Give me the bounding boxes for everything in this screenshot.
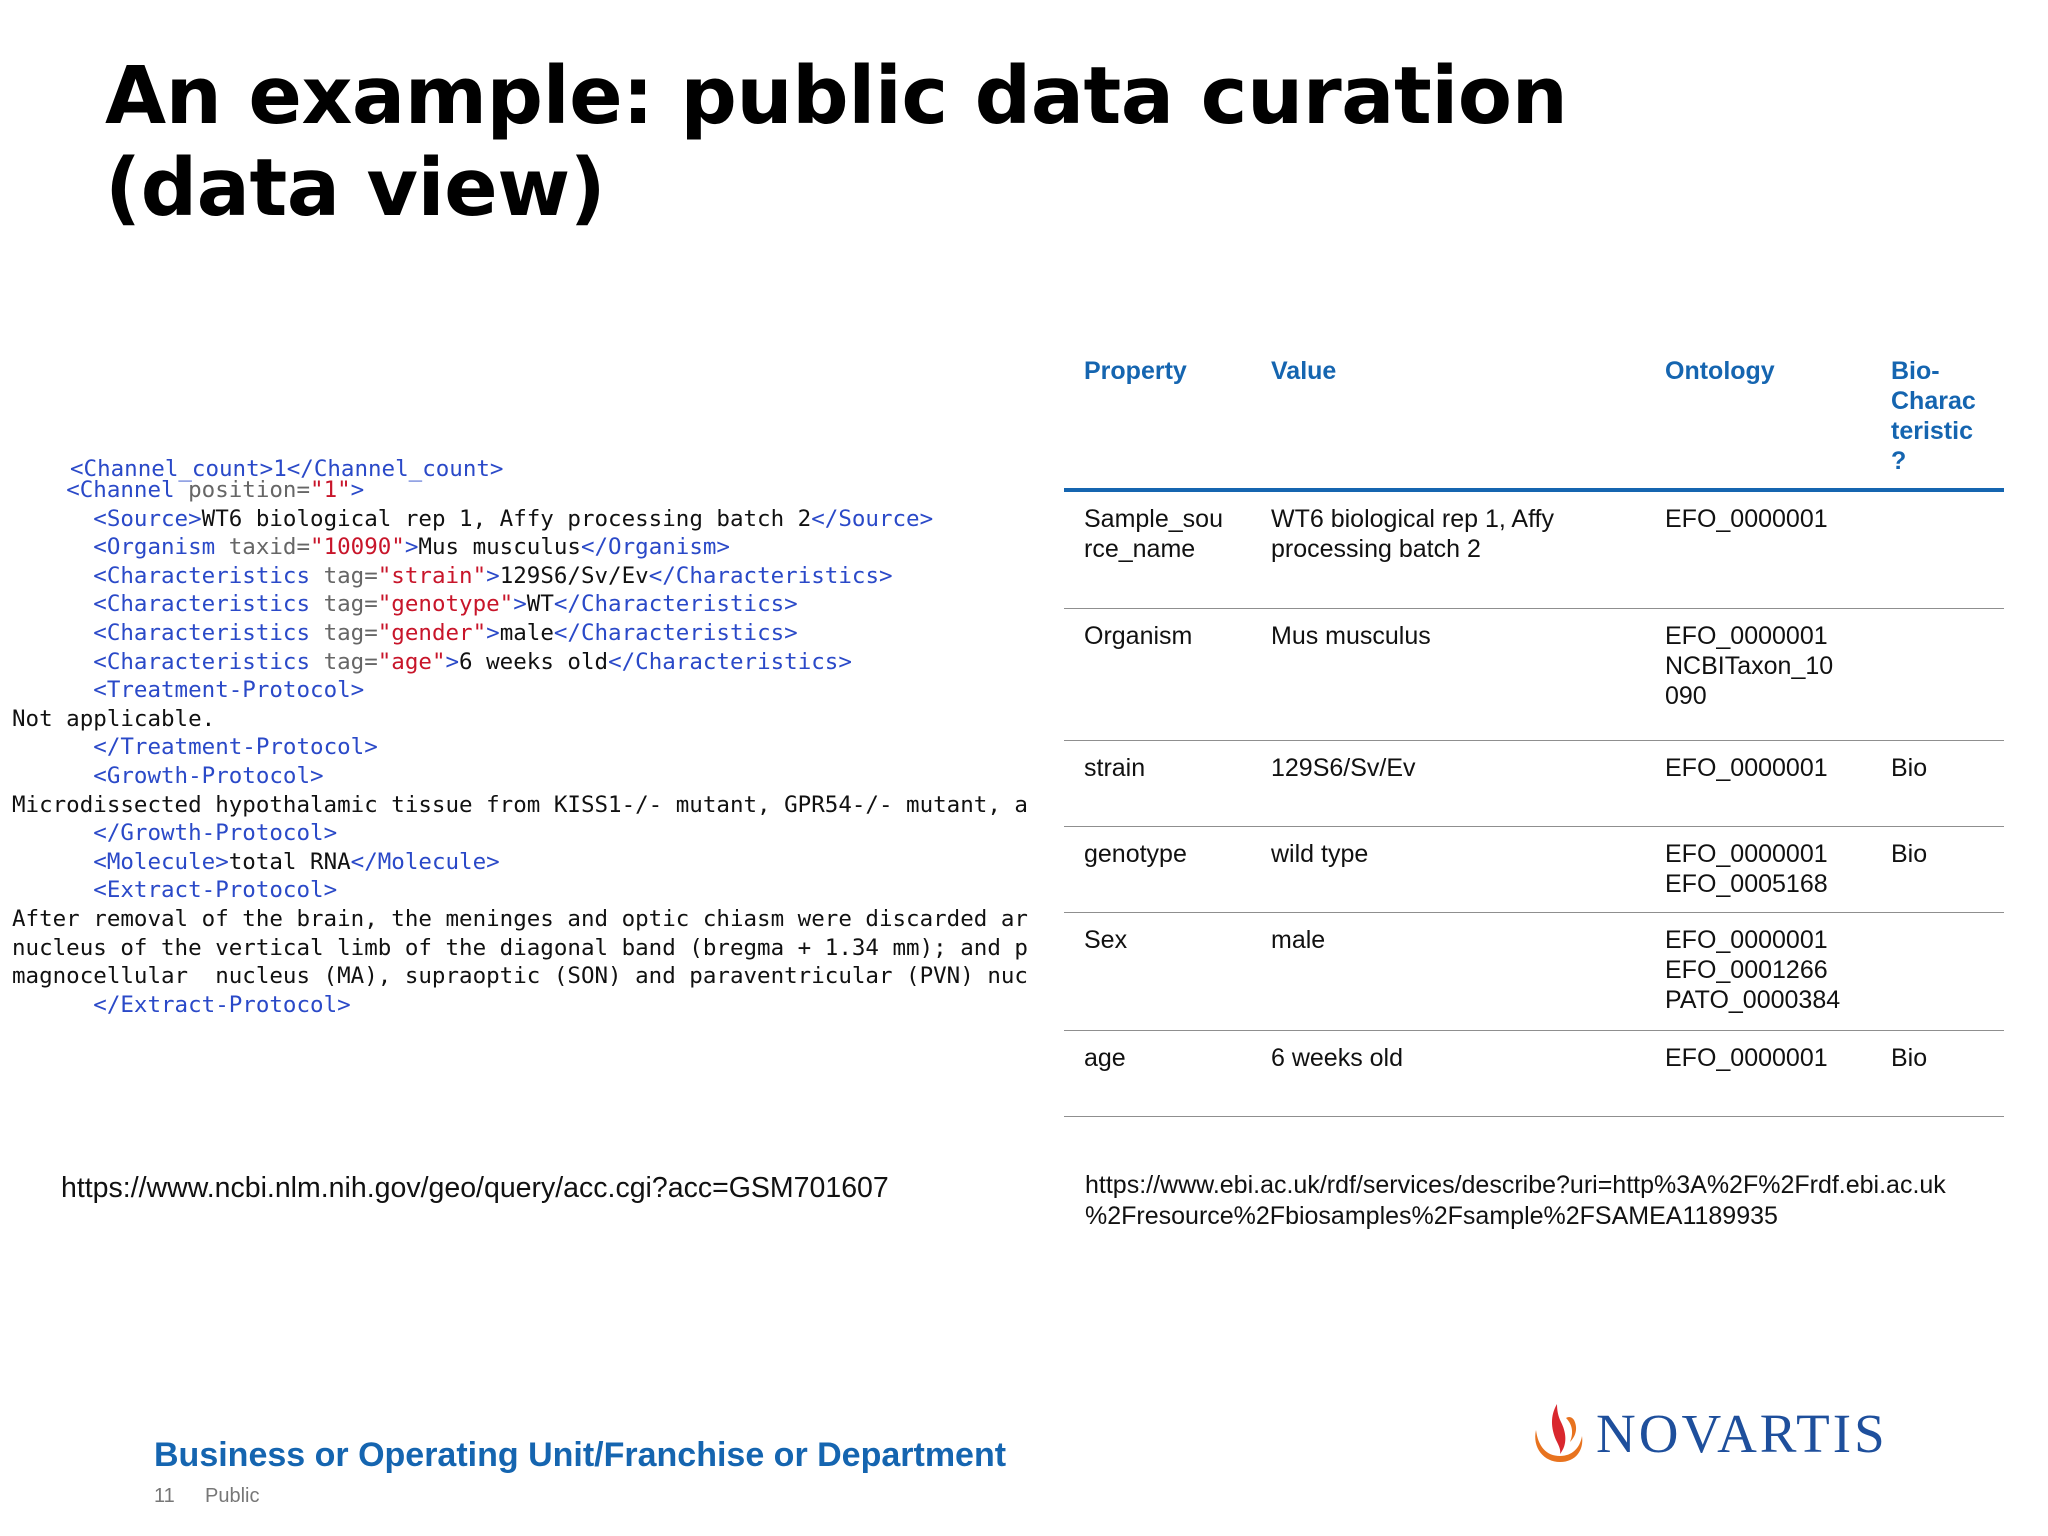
xml-val: "strain" bbox=[377, 562, 487, 589]
source-url-ebi[interactable] bbox=[1085, 1170, 1946, 1232]
xml-tag-open: <Source> bbox=[93, 505, 202, 532]
xml-indent bbox=[12, 534, 93, 560]
cell-text: Sample_sou bbox=[1084, 505, 1223, 533]
xml-indent bbox=[12, 677, 93, 703]
xml-tag-open: <Molecule> bbox=[93, 848, 229, 875]
xml-end: </Characteristics> bbox=[553, 619, 798, 646]
table-row bbox=[1064, 490, 2004, 608]
xml-indent bbox=[12, 563, 93, 589]
xml-tag-close: > bbox=[350, 477, 365, 503]
xml-line bbox=[12, 819, 1034, 848]
cell-text: male bbox=[1271, 925, 1326, 954]
xml-indent bbox=[12, 877, 93, 903]
xml-tag-close: > bbox=[513, 591, 527, 618]
column-header-text: Bio- bbox=[1891, 357, 1940, 385]
table-row bbox=[1064, 826, 2004, 912]
xml-indent bbox=[12, 477, 66, 503]
xml-indent bbox=[12, 620, 93, 646]
cell-text: EFO_0000001 bbox=[1665, 1043, 1828, 1072]
xml-line bbox=[12, 562, 1034, 591]
xml-attr: tag= bbox=[310, 619, 378, 646]
xml-end: </Characteristics> bbox=[648, 562, 893, 589]
cell-text: 129S6/Sv/Ev bbox=[1271, 753, 1416, 782]
cell-property bbox=[1064, 826, 1251, 912]
cell-value bbox=[1251, 1030, 1645, 1116]
xml-tag-open: </Treatment-Protocol> bbox=[93, 734, 378, 761]
source-url-ebi-line[interactable]: %2Fresource%2Fbiosamples%2Fsample%2FSAMEA1189935 bbox=[1085, 1202, 1778, 1230]
column-header-text: Charac bbox=[1891, 387, 1976, 415]
cell-text: Sex bbox=[1084, 925, 1128, 954]
cell-text: processing batch 2 bbox=[1271, 535, 1481, 563]
xml-text: magnocellular nucleus (MA), supraoptic (SON) and paraventricular (PVN) nuc bbox=[12, 963, 1028, 990]
cell-text: 6 weeks old bbox=[1271, 1043, 1404, 1072]
page-number: 11 bbox=[154, 1485, 175, 1507]
cell-text: EFO_0005168 bbox=[1665, 869, 1828, 898]
cell-text: strain bbox=[1084, 753, 1146, 782]
cell-bio bbox=[1871, 912, 2004, 1030]
cell-text: genotype bbox=[1084, 839, 1187, 868]
novartis-flame-icon bbox=[1530, 1400, 1586, 1466]
xml-line bbox=[12, 648, 1034, 677]
cell-property bbox=[1064, 740, 1251, 826]
xml-line bbox=[12, 991, 1034, 1020]
cell-text: rce_name bbox=[1084, 535, 1196, 563]
cell-value bbox=[1251, 826, 1645, 912]
cell-value bbox=[1251, 740, 1645, 826]
cell-ontology bbox=[1645, 490, 1871, 608]
xml-val: "gender" bbox=[377, 619, 487, 646]
xml-line bbox=[12, 676, 1034, 705]
cell-bio bbox=[1871, 740, 2004, 826]
table-row bbox=[1064, 1030, 2004, 1116]
column-header-text: Property bbox=[1084, 357, 1187, 385]
xml-text: After removal of the brain, the meninges and optic chiasm were discarded ar bbox=[12, 905, 1028, 932]
xml-indent bbox=[12, 591, 93, 617]
novartis-wordmark: NOVARTIS bbox=[1596, 1402, 1888, 1464]
cell-text: Bio bbox=[1891, 839, 1928, 868]
xml-attr: taxid= bbox=[215, 534, 311, 561]
xml-end: </Molecule> bbox=[350, 848, 500, 875]
cell-text: NCBITaxon_10 bbox=[1665, 651, 1834, 680]
column-header bbox=[1064, 346, 1251, 490]
cell-value bbox=[1251, 490, 1645, 608]
xml-val: "age" bbox=[377, 648, 446, 675]
column-header bbox=[1645, 346, 1871, 490]
xml-attr: tag= bbox=[310, 648, 378, 675]
xml-indent bbox=[12, 734, 93, 760]
table-body bbox=[1064, 490, 2004, 1116]
cell-text: PATO_0000384 bbox=[1665, 985, 1841, 1014]
xml-tag-open: <Growth-Protocol> bbox=[93, 762, 324, 789]
xml-text: 129S6/Sv/Ev bbox=[499, 562, 649, 589]
xml-indent bbox=[12, 992, 93, 1018]
xml-text: male bbox=[499, 619, 554, 646]
table-row bbox=[1064, 912, 2004, 1030]
xml-tag-close: > bbox=[486, 562, 500, 589]
xml-attr: tag= bbox=[310, 591, 378, 618]
cell-ontology bbox=[1645, 826, 1871, 912]
cell-value bbox=[1251, 912, 1645, 1030]
xml-end: </Characteristics> bbox=[553, 591, 798, 618]
xml-attr: tag= bbox=[310, 562, 378, 589]
xml-tag-open: <Characteristics bbox=[93, 562, 311, 589]
xml-attr: position= bbox=[174, 477, 311, 503]
xml-tag-open: <Organism bbox=[93, 534, 216, 561]
xml-text: Microdissected hypothalamic tissue from KISS1-/- mutant, GPR54-/- mutant, a bbox=[12, 791, 1028, 818]
cell-text: EFO_0000001 bbox=[1665, 839, 1828, 868]
xml-text: total RNA bbox=[228, 848, 351, 875]
xml-text: Not applicable. bbox=[12, 705, 216, 732]
xml-text: Mus musculus bbox=[418, 534, 581, 561]
xml-code-block bbox=[12, 476, 1034, 1019]
xml-line bbox=[12, 934, 1034, 963]
xml-tag-close: > bbox=[486, 619, 500, 646]
cell-text: EFO_0000001 bbox=[1665, 925, 1828, 954]
cell-text: wild type bbox=[1271, 839, 1369, 868]
xml-cut-line: <Channel_count>1</Channel_count> bbox=[70, 456, 504, 482]
cell-bio bbox=[1871, 490, 2004, 608]
source-url-ebi-line[interactable]: https://www.ebi.ac.uk/rdf/services/describe?uri=http%3A%2F%2Frdf.ebi.ac.uk bbox=[1085, 1171, 1946, 1199]
xml-tag-open: <Characteristics bbox=[93, 648, 311, 675]
cell-text: Organism bbox=[1084, 621, 1193, 650]
curation-table bbox=[1064, 346, 2004, 1117]
xml-line bbox=[12, 733, 1034, 762]
xml-text: nucleus of the vertical limb of the diagonal band (bregma + 1.34 mm); and p bbox=[12, 934, 1028, 961]
xml-val: "10090" bbox=[310, 534, 405, 561]
slide-title-line-2: (data view) bbox=[105, 142, 606, 234]
xml-line bbox=[12, 762, 1034, 791]
cell-ontology bbox=[1645, 608, 1871, 740]
column-header bbox=[1871, 346, 2004, 490]
xml-line bbox=[12, 876, 1034, 905]
xml-line bbox=[12, 791, 1034, 820]
xml-line bbox=[12, 619, 1034, 648]
xml-line bbox=[12, 505, 1034, 534]
cell-ontology bbox=[1645, 1030, 1871, 1116]
table-row bbox=[1064, 608, 2004, 740]
xml-tag-open: <Channel bbox=[66, 477, 175, 503]
column-header-text: Ontology bbox=[1665, 357, 1775, 385]
xml-line bbox=[12, 705, 1034, 734]
xml-indent bbox=[12, 506, 93, 532]
xml-text: WT6 biological rep 1, Affy processing batch 2 bbox=[201, 505, 812, 532]
xml-tag-close: > bbox=[445, 648, 460, 675]
xml-tag-open: <Treatment-Protocol> bbox=[93, 677, 365, 704]
xml-indent bbox=[12, 820, 93, 846]
xml-tag-open: </Extract-Protocol> bbox=[93, 991, 351, 1018]
cell-property bbox=[1064, 490, 1251, 608]
xml-end: </Source> bbox=[811, 505, 934, 532]
footer-unit-label: Business or Operating Unit/Franchise or Department bbox=[154, 1436, 1007, 1474]
cell-value bbox=[1251, 608, 1645, 740]
cell-text: Bio bbox=[1891, 1043, 1928, 1072]
xml-tag-close: > bbox=[404, 534, 419, 561]
xml-val: "1" bbox=[310, 477, 351, 503]
column-header-text: Value bbox=[1271, 357, 1337, 385]
xml-line bbox=[12, 590, 1034, 619]
cell-property bbox=[1064, 912, 1251, 1030]
column-header-text: teristic bbox=[1891, 417, 1973, 445]
cell-ontology bbox=[1645, 740, 1871, 826]
xml-text: 6 weeks old bbox=[459, 648, 609, 675]
cell-text: EFO_0001266 bbox=[1665, 955, 1828, 984]
xml-indent bbox=[12, 763, 93, 789]
cell-text: Bio bbox=[1891, 753, 1928, 782]
table-row bbox=[1064, 740, 2004, 826]
xml-tag-open: <Characteristics bbox=[93, 619, 311, 646]
xml-code-screenshot bbox=[12, 456, 1034, 1046]
xml-indent bbox=[12, 649, 93, 675]
xml-line bbox=[12, 962, 1034, 991]
column-header bbox=[1251, 346, 1645, 490]
cell-text: EFO_0000001 bbox=[1665, 753, 1828, 782]
cell-property bbox=[1064, 1030, 1251, 1116]
xml-val: "genotype" bbox=[377, 591, 514, 618]
xml-line bbox=[12, 533, 1034, 562]
slide-title bbox=[105, 50, 1805, 234]
xml-end: </Organism> bbox=[580, 534, 730, 561]
column-header-text: ? bbox=[1891, 447, 1907, 475]
novartis-logo bbox=[1530, 1400, 1888, 1466]
cell-text: Mus musculus bbox=[1271, 621, 1431, 650]
xml-text: WT bbox=[526, 591, 554, 618]
cell-text: WT6 biological rep 1, Affy bbox=[1271, 505, 1555, 533]
xml-line bbox=[12, 848, 1034, 877]
classification-label: Public bbox=[205, 1485, 260, 1507]
cell-bio bbox=[1871, 826, 2004, 912]
xml-tag-open: <Characteristics bbox=[93, 591, 311, 618]
slide-title-line-1: An example: public data curation bbox=[105, 50, 1568, 142]
source-url-geo[interactable]: https://www.ncbi.nlm.nih.gov/geo/query/acc.cgi?acc=GSM701607 bbox=[61, 1172, 889, 1204]
cell-bio bbox=[1871, 1030, 2004, 1116]
xml-tag-open: </Growth-Protocol> bbox=[93, 820, 338, 847]
cell-ontology bbox=[1645, 912, 1871, 1030]
cell-text: EFO_0000001 bbox=[1665, 505, 1828, 533]
cell-text: age bbox=[1084, 1043, 1126, 1072]
xml-end: </Characteristics> bbox=[608, 648, 852, 675]
xml-indent bbox=[12, 849, 93, 875]
cell-text: 090 bbox=[1665, 681, 1707, 710]
table-header-row bbox=[1064, 346, 2004, 490]
xml-tag-open: <Extract-Protocol> bbox=[93, 877, 338, 904]
cell-bio bbox=[1871, 608, 2004, 740]
xml-line bbox=[12, 905, 1034, 934]
cell-text: EFO_0000001 bbox=[1665, 621, 1828, 650]
cell-property bbox=[1064, 608, 1251, 740]
